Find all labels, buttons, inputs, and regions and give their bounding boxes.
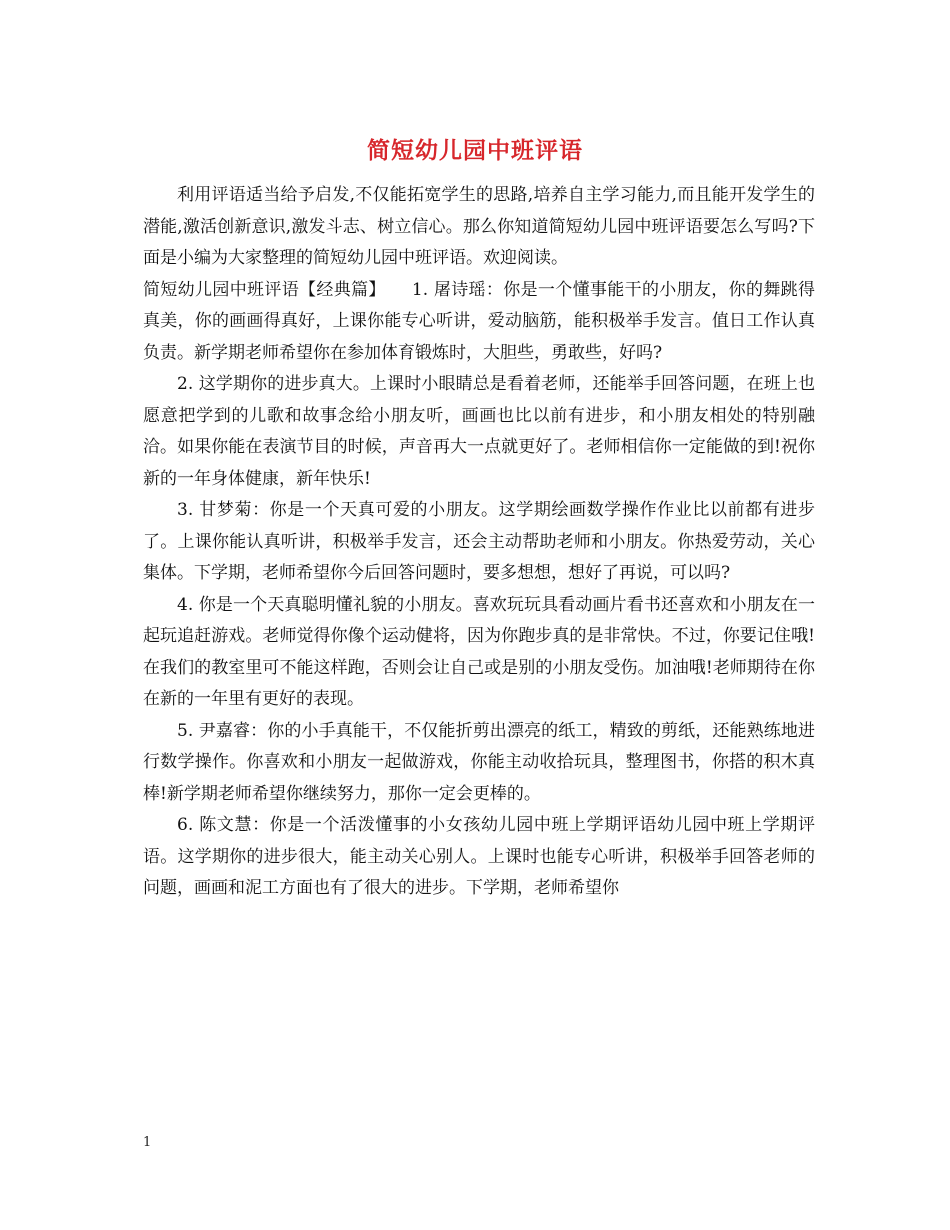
- paragraph-1: 简短幼儿园中班评语【经典篇】 1. 屠诗瑶：你是一个懂事能干的小朋友，你的舞跳得真美，你的画画得真好，上课你能专心听讲，爱动脑筋，能积极举手发言。值日工作认真负责。新学期老师希望你在参加体育锻炼时，大胆些，勇敢些，好吗?: [143, 279, 815, 363]
- paragraph-intro: 利用评语适当给予启发,不仅能拓宽学生的思路,培养自主学习能力,而且能开发学生的潜能,激活创新意识,激发斗志、树立信心。那么你知道简短幼儿园中班评语要怎么写吗?下面是小编为大家整理的简短幼儿园中班评语。欢迎阅读。: [143, 185, 815, 268]
- document-body: [143, 180, 815, 905]
- paragraph-4: 4. 你是一个天真聪明懂礼貌的小朋友。喜欢玩玩具看动画片看书还喜欢和小朋友在一起玩追赶游戏。老师觉得你像个运动健将，因为你跑步真的是非常快。不过，你要记住哦!在我们的教室里可不能这样跑，否则会让自己或是别的小朋友受伤。加油哦!老师期待在你在新的一年里有更好的表现。: [143, 594, 815, 709]
- page-number: 1: [143, 1135, 152, 1150]
- paragraph-2: 2. 这学期你的进步真大。上课时小眼睛总是看着老师，还能举手回答问题，在班上也愿意把学到的儿歌和故事念给小朋友听，画画也比以前有进步，和小朋友相处的特别融洽。如果你能在表演节目的时候，声音再大一点就更好了。老师相信你一定能做的到!祝你新的一年身体健康，新年快乐!: [143, 374, 815, 489]
- paragraph-5: 5. 尹嘉睿：你的小手真能干，不仅能折剪出漂亮的纸工，精致的剪纸，还能熟练地进行数学操作。你喜欢和小朋友一起做游戏，你能主动收拾玩具，整理图书，你搭的积木真棒!新学期老师希望你继续努力，那你一定会更棒的。: [143, 720, 815, 804]
- paragraph-6: 6. 陈文慧：你是一个活泼懂事的小女孩幼儿园中班上学期评语幼儿园中班上学期评语。这学期你的进步很大，能主动关心别人。上课时也能专心听讲，积极举手回答老师的问题，画画和泥工方面也有了很大的进步。下学期，老师希望你: [143, 815, 815, 898]
- paragraph-3: 3. 甘梦菊：你是一个天真可爱的小朋友。这学期绘画数学操作作业比以前都有进步了。上课你能认真听讲，积极举手发言，还会主动帮助老师和小朋友。你热爱劳动，关心集体。下学期，老师希望你今后回答问题时，要多想想，想好了再说，可以吗?: [143, 500, 815, 583]
- document-title: 简短幼儿园中班评语: [367, 137, 583, 164]
